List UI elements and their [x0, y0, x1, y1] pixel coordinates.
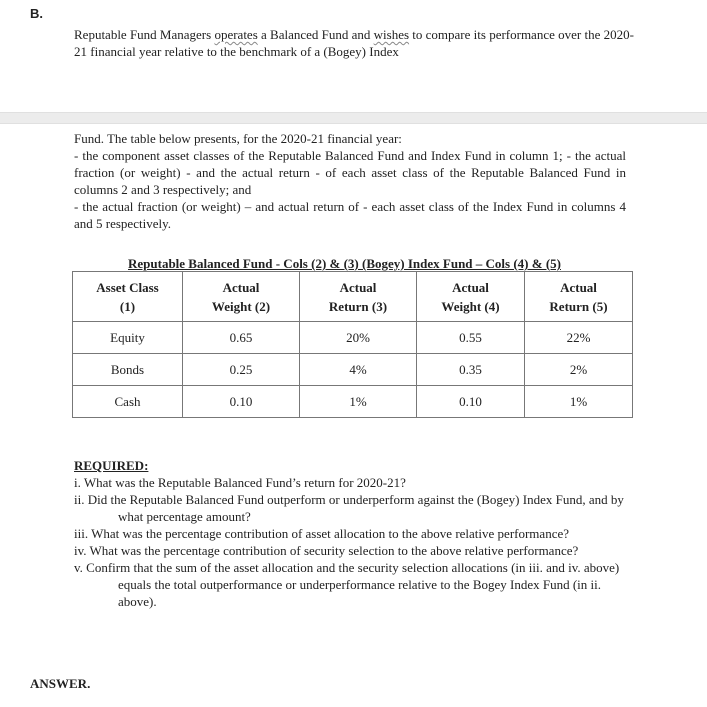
table-cell: Equity [73, 322, 183, 354]
question-item: iii. What was the percentage contribution of asset allocation to the above relative performance? [74, 526, 570, 541]
description-line: Fund. The table below presents, for the 2020-21 financial year: [74, 131, 402, 146]
question-item: ii. Did the Reputable Balanced Fund outperform or underperform against the (Bogey) Index Fund, and by what percentage amount? [74, 492, 624, 524]
question-item: v. Confirm that the sum of the asset allocation and the security selection allocations (in iii. and iv. above) equals the total outperformance or underperformance relative to the Bogey Index Fund (in ii. above). [74, 560, 620, 609]
table-cell: 0.10 [417, 386, 525, 418]
table-cell: 22% [525, 322, 633, 354]
question-item: iv. What was the percentage contribution of security selection to the above relative performance? [74, 543, 579, 558]
header-cell: Actual Return (5) [525, 272, 633, 322]
header-cell: Actual Weight (2) [183, 272, 300, 322]
table-row [73, 322, 633, 354]
page-separator [0, 112, 707, 124]
table-cell: 2% [525, 354, 633, 386]
header-cell: Asset Class (1) [73, 272, 183, 322]
header-cell: Actual Weight (4) [417, 272, 525, 322]
description-paragraph [74, 130, 626, 232]
table-cell: 20% [300, 322, 417, 354]
fund-comparison-table [72, 271, 633, 418]
intro-text-3: to compare its performance over the 2020-21 financial year relative to the benchmark of a (Bogey) Index [74, 27, 634, 59]
table-cell: Bonds [73, 354, 183, 386]
table-cell: 0.10 [183, 386, 300, 418]
answer-label: ANSWER. [30, 676, 91, 691]
intro-text-1: Reputable Fund Managers [74, 27, 215, 42]
table-title: Reputable Balanced Fund - Cols (2) & (3) (Bogey) Index Fund – Cols (4) & (5) [128, 256, 561, 271]
required-section [74, 457, 634, 610]
table-cell: 1% [525, 386, 633, 418]
intro-word-wishes: wishes [373, 27, 410, 42]
required-title: REQUIRED: [74, 458, 149, 473]
table-cell: 4% [300, 354, 417, 386]
table-cell: Cash [73, 386, 183, 418]
table-cell: 0.25 [183, 354, 300, 386]
intro-word-operates: operates [214, 27, 258, 42]
table-cell: 1% [300, 386, 417, 418]
table-cell: 0.35 [417, 354, 525, 386]
description-line: - the actual fraction (or weight) – and actual return of - each asset class of the Index Fund in columns 4 and 5 respectively. [74, 199, 626, 231]
description-line: - the component asset classes of the Reputable Balanced Fund and Index Fund in column 1; - the actual fraction (or weight) - and the actual return - of each asset class of the Reputable Balanced Fund in columns 2 and 3 respectively; and [74, 148, 626, 197]
intro-text-2: a Balanced Fund and [257, 27, 374, 42]
table-row [73, 386, 633, 418]
intro-paragraph [74, 26, 644, 60]
table-cell: 0.55 [417, 322, 525, 354]
table-row [73, 354, 633, 386]
table-header-row [73, 272, 633, 322]
section-label: B. [30, 6, 43, 21]
header-cell: Actual Return (3) [300, 272, 417, 322]
table-cell: 0.65 [183, 322, 300, 354]
question-item: i. What was the Reputable Balanced Fund’s return for 2020-21? [74, 475, 406, 490]
